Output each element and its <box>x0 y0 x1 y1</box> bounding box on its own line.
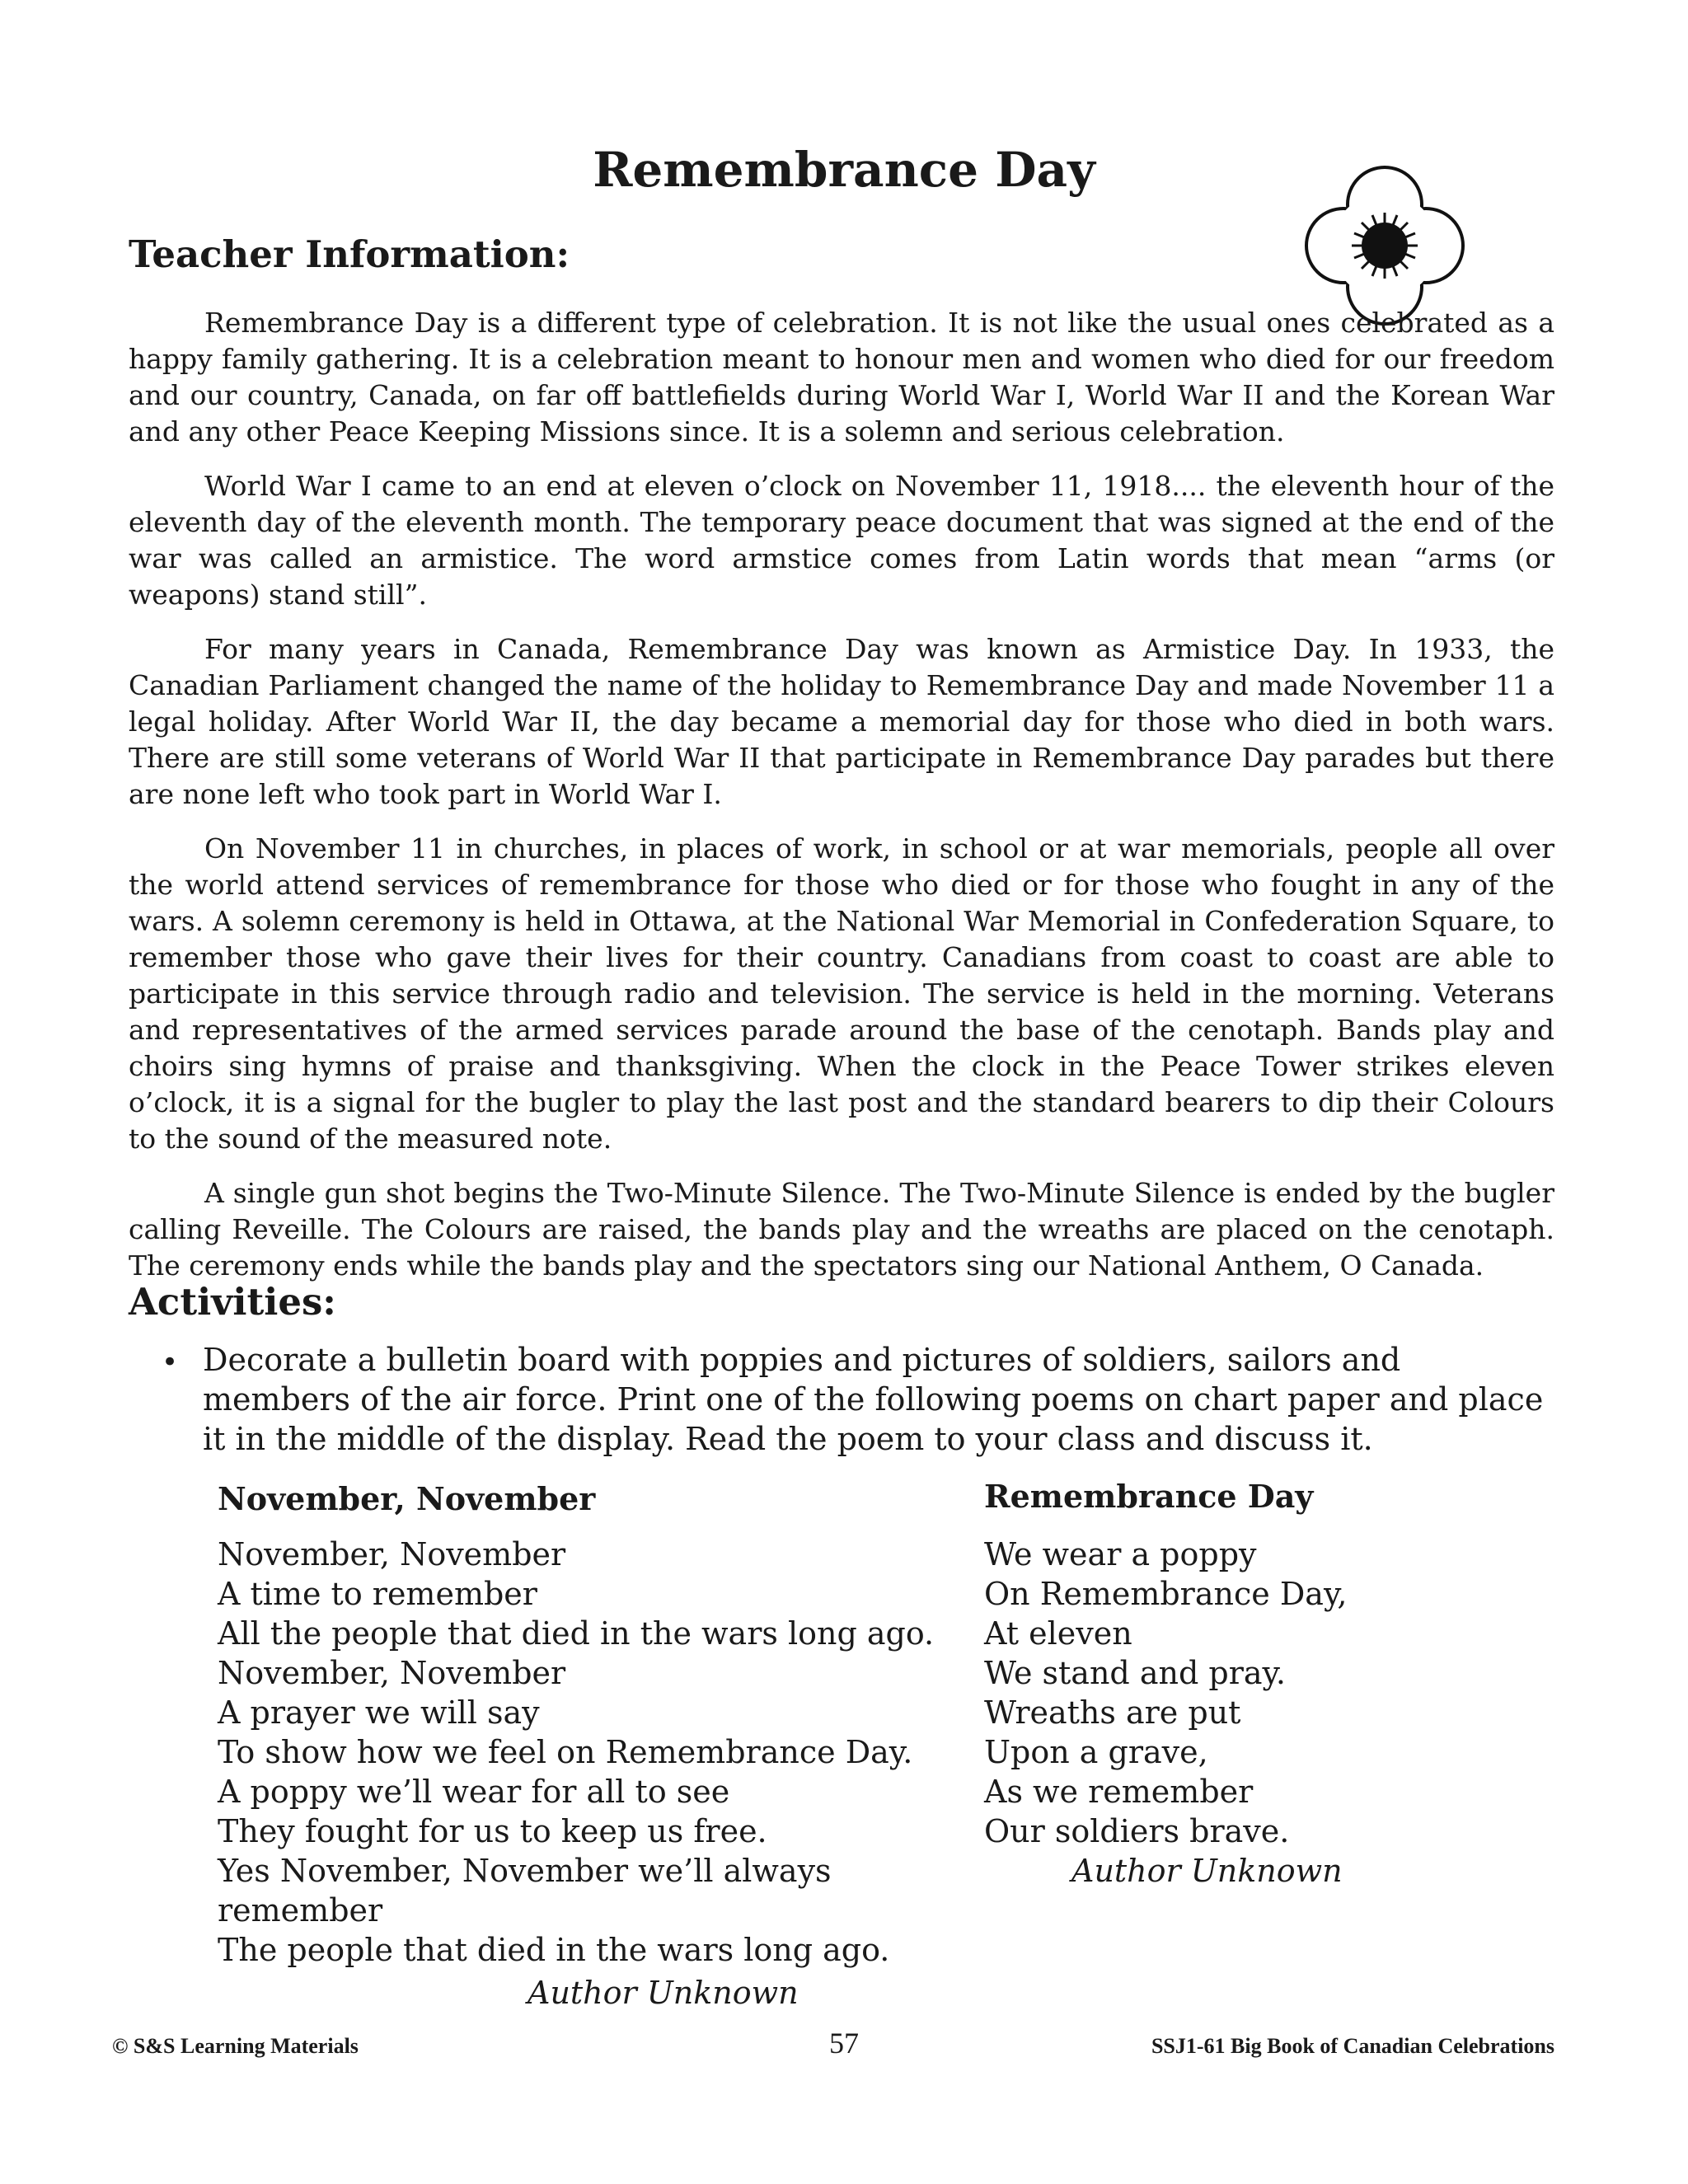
poem-line: As we remember <box>984 1774 1254 1810</box>
teacher-info-body <box>129 305 1554 1302</box>
poem-line: They fought for us to keep us free. <box>218 1813 767 1849</box>
footer-book-title: SSJ1-61 Big Book of Canadian Celebrations <box>1151 2034 1554 2058</box>
teacher-paragraph: World War I came to an end at eleven o’clock on November 11, 1918.... the eleventh hour of the eleventh day of the eleventh month. The temporary peace document that was signed at the end of the war was called an armistice. The word armstice comes from Latin words that mean “arms (or weapons) stand still”. <box>129 470 1554 611</box>
poem-lines <box>984 1535 1479 1891</box>
poem-line: We stand and pray. <box>984 1655 1287 1691</box>
poem-line: At eleven <box>984 1615 1132 1652</box>
poem-line: All the people that died in the wars long ago. <box>218 1615 935 1652</box>
poem-author: Author Unknown <box>1071 1853 1343 1889</box>
activities-heading: Activities: <box>129 1280 336 1324</box>
poem-line: remember <box>218 1892 383 1929</box>
poem-line: November, November <box>218 1655 566 1691</box>
poem-line: To show how we feel on Remembrance Day. <box>218 1734 913 1770</box>
poem-line: We wear a poppy <box>984 1536 1257 1572</box>
poem-line: On Remembrance Day, <box>984 1576 1348 1612</box>
poem-line: A time to remember <box>218 1576 537 1612</box>
teacher-info-heading: Teacher Information: <box>129 232 570 276</box>
teacher-paragraph: A single gun shot begins the Two-Minute Silence. The Two-Minute Silence is ended by the bugler calling Reveille. The Colours are raised, the bands play and the wreaths are placed on the cenotaph. The ceremony ends while the bands play and the spectators sing our National Anthem, O Canada. <box>129 1177 1554 1282</box>
bullet-icon: • <box>162 1346 179 1379</box>
teacher-paragraph: For many years in Canada, Remembrance Day was known as Armistice Day. In 1933, the Canadian Parliament changed the name of the holiday to Remembrance Day and made November 11 a legal holiday. After World War II, the day became a memorial day for those who died in both wars. There are still some veterans of World War II that participate in Remembrance Day parades but there are none left who took part in World War I. <box>129 633 1554 810</box>
teacher-paragraph: On November 11 in churches, in places of work, in school or at war memorials, people all over the world attend services of remembrance for those who died or for those who fought in any of the wars. A solemn ceremony is held in Ottawa, at the National War Memorial in Confederation Square, to remember those who gave their lives for their country. Canadians from coast to coast are able to participate in this service through radio and television. The service is held in the morning. Veterans and representatives of the armed services parade around the base of the cenotaph. Bands play and choirs sing hymns of praise and thanksgiving. When the clock in the Peace Tower strikes eleven o’clock, it is a signal for the bugler to play the last post and the standard bearers to dip their Colours to the sound of the measured note. <box>129 832 1554 1155</box>
poem-line: A poppy we’ll wear for all to see <box>218 1774 730 1810</box>
teacher-paragraph: Remembrance Day is a different type of celebration. It is not like the usual ones celebrated as a happy family gathering. It is a celebration meant to honour men and women who died for our freedom and our country, Canada, on far off battlefields during World War I, World War II and the Korean War and any other Peace Keeping Missions since. It is a solemn and serious celebration. <box>129 307 1554 448</box>
poem-line: Yes November, November we’ll always <box>218 1853 832 1889</box>
poem-line: A prayer we will say <box>218 1694 540 1731</box>
activity-item: Decorate a bulletin board with poppies and pictures of soldiers, sailors and members of the air force. Print one of the following poems on chart paper and place it in the middle of the display. Read the poem to your class and discuss it. <box>203 1342 1544 1457</box>
poem-line: Our soldiers brave. <box>984 1813 1290 1849</box>
poem-lines <box>218 1535 943 1970</box>
poem-author: Author Unknown <box>528 1975 799 2011</box>
poem-line: November, November <box>218 1536 566 1572</box>
poem-line: Wreaths are put <box>984 1694 1241 1731</box>
poem-title: Remembrance Day <box>984 1478 1314 1515</box>
page-number: 57 <box>829 2027 859 2060</box>
poem-line: The people that died in the wars long ago. <box>218 1932 890 1968</box>
poem-line: Upon a grave, <box>984 1734 1208 1770</box>
page-title: Remembrance Day <box>593 142 1095 198</box>
footer-copyright: © S&S Learning Materials <box>112 2034 359 2058</box>
poem-title: November, November <box>218 1480 596 1517</box>
